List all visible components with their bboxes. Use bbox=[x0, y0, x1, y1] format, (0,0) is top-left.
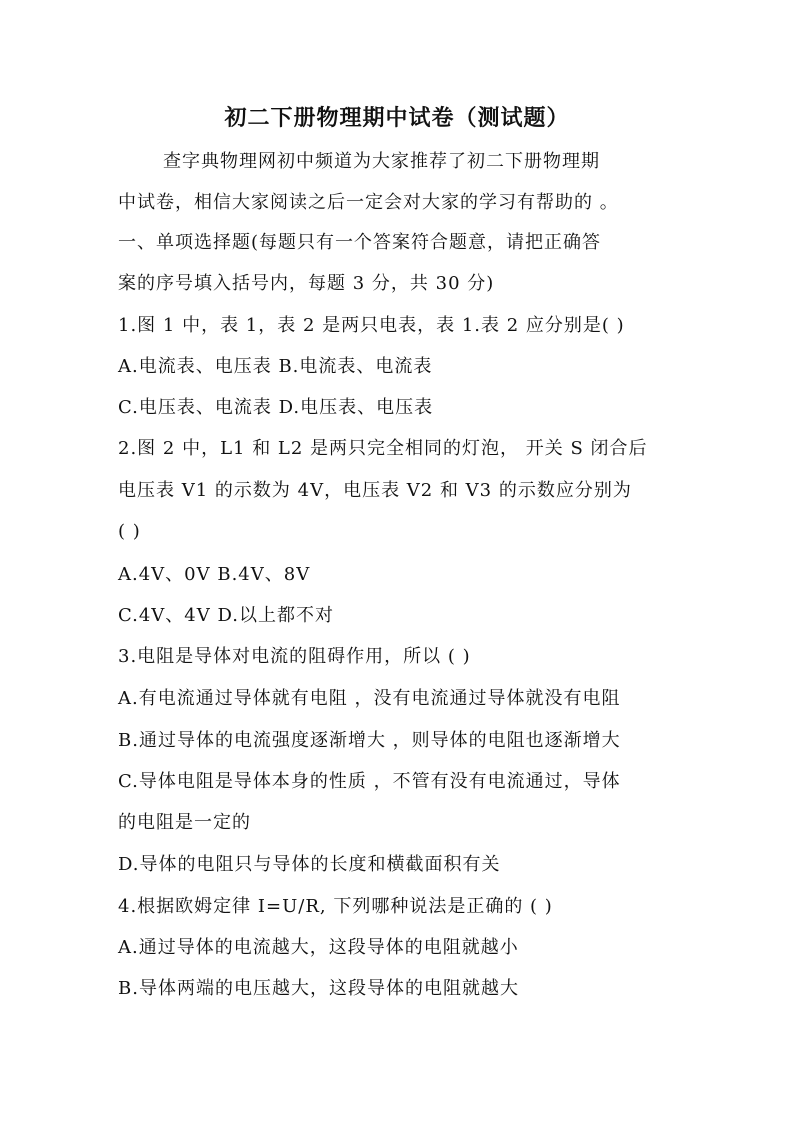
question-4-option-a: A.通过导体的电流越大，这段导体的电阻就越小 bbox=[118, 937, 519, 958]
question-3-option-a: A.有电流通过导体就有电阻 ，没有电流通过导体就没有电阻 bbox=[118, 688, 621, 709]
question-3-option-c-line-1: C.导体电阻是导体本身的性质 ，不管有没有电流通过，导体 bbox=[118, 771, 621, 792]
question-2-options-cd: C.4V、4V D.以上都不对 bbox=[118, 605, 334, 626]
question-3-option-d: D.导体的电阻只与导体的长度和横截面积有关 bbox=[118, 854, 501, 875]
page-title: 初二下册物理期中试卷（测试题） bbox=[224, 105, 570, 131]
question-2-line-1: 2.图 2 中，L1 和 L2 是两只完全相同的灯泡， 开关 S 闭合后 bbox=[118, 438, 648, 459]
question-1-options-cd: C.电压表、电流表 D.电压表、电压表 bbox=[118, 397, 434, 418]
intro-line-2: 中试卷，相信大家阅读之后一定会对大家的学习有帮助的 。 bbox=[118, 192, 619, 213]
question-3: 3.电阻是导体对电流的阻碍作用，所以 ( ) bbox=[118, 646, 471, 667]
question-3-option-b: B.通过导体的电流强度逐渐增大 ，则导体的电阻也逐渐增大 bbox=[118, 730, 621, 751]
question-2-options-ab: A.4V、0V B.4V、8V bbox=[118, 564, 311, 585]
question-3-option-c-line-2: 的电阻是一定的 bbox=[118, 812, 251, 833]
question-2-bracket: ( ) bbox=[118, 521, 141, 542]
question-2-line-2: 电压表 V1 的示数为 4V，电压表 V2 和 V3 的示数应分别为 bbox=[118, 480, 632, 501]
question-1: 1.图 1 中，表 1，表 2 是两只电表，表 1.表 2 应分别是( ) bbox=[118, 315, 625, 336]
section-heading-line-2: 案的序号填入括号内，每题 3 分，共 30 分) bbox=[118, 273, 495, 294]
question-1-options-ab: A.电流表、电压表 B.电流表、电流表 bbox=[118, 356, 433, 377]
section-heading-line-1: 一、单项选择题(每题只有一个答案符合题意，请把正确答 bbox=[118, 232, 602, 253]
question-4-option-b: B.导体两端的电压越大，这段导体的电阻就越大 bbox=[118, 978, 519, 999]
intro-line-1: 查字典物理网初中频道为大家推荐了初二下册物理期 bbox=[163, 151, 600, 172]
question-4: 4.根据欧姆定律 I=U/R, 下列哪种说法是正确的 ( ) bbox=[118, 896, 553, 917]
